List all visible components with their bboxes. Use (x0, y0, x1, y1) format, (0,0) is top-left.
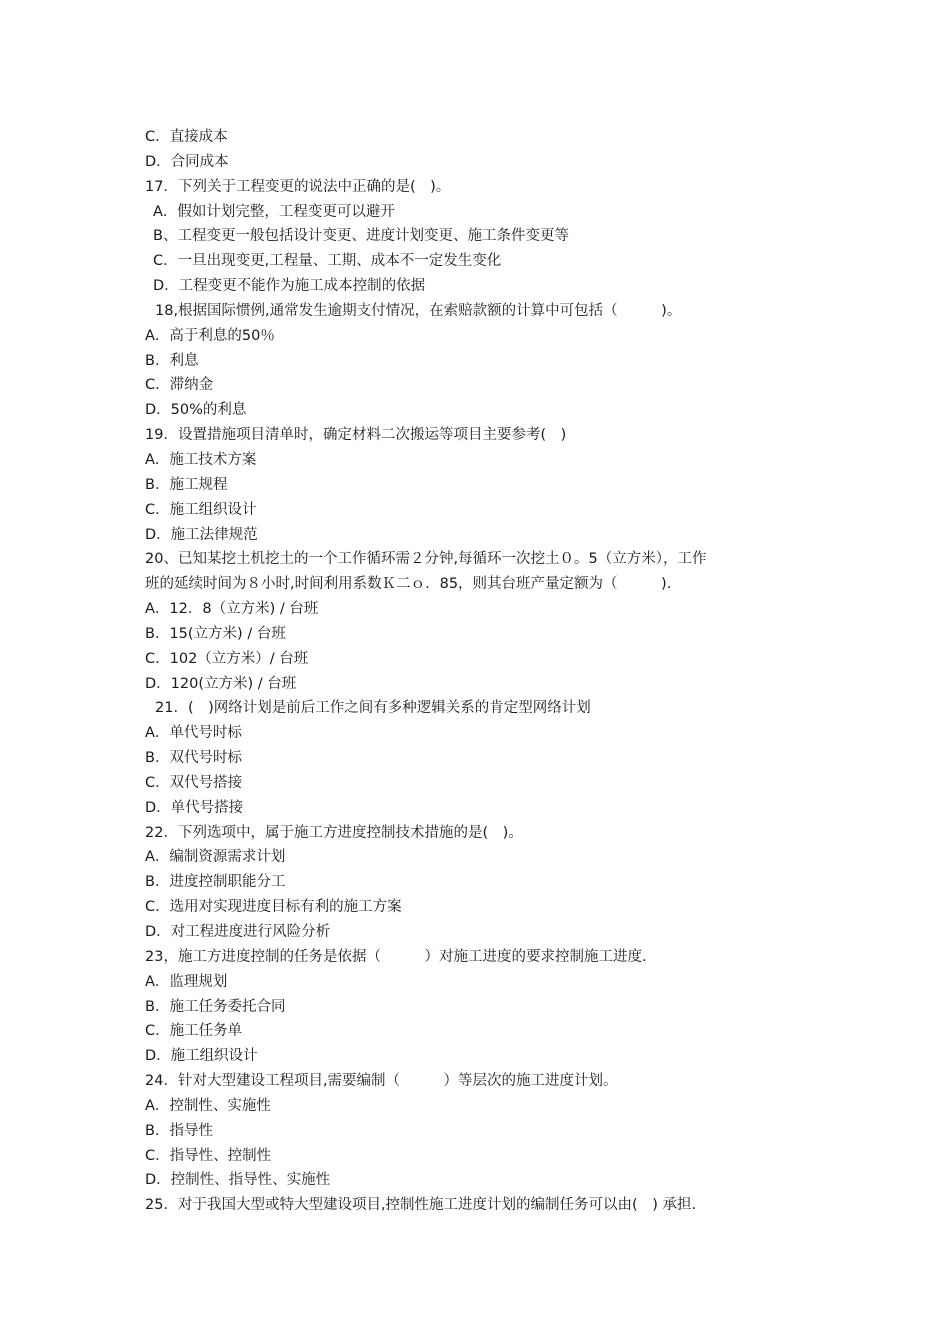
text-line: C．滞纳金 (145, 377, 214, 394)
text-line: B．施工规程 (145, 476, 228, 493)
text-line: A．假如计划完整，工程变更可以避开 (153, 203, 395, 220)
text-line: C．102（立方米）/ 台班 (145, 650, 309, 667)
text-line: 17．下列关于工程变更的说法中正确的是( )。 (145, 178, 451, 195)
text-line: B．指导性 (145, 1122, 213, 1139)
text-line: D．对工程进度进行风险分析 (145, 924, 331, 940)
text-line: D．合同成本 (145, 153, 229, 170)
text-line: D．施工组织设计 (145, 1048, 258, 1065)
text-line: 18,根据国际惯例,通常发生逾期支付情况，在索赔款额的计算中可包括（ )。 (155, 302, 682, 319)
text-line: D．50%的利息 (145, 402, 247, 419)
text-line: C．施工任务单 (145, 1023, 243, 1040)
text-line: D．单代号搭接 (145, 799, 244, 816)
text-line: D．控制性、指导性、实施性 (145, 1172, 331, 1189)
text-line: D．施工法律规范 (145, 526, 258, 543)
text-line: B．进度控制职能分工 (145, 874, 286, 891)
text-line: C．施工组织设计 (145, 501, 257, 518)
text-line: 19．设置措施项目清单时，确定材料二次搬运等项目主要参考( ) (145, 427, 567, 444)
text-line: B．利息 (145, 352, 199, 369)
text-line: C．一旦出现变更,工程量、工期、成本不一定发生变化 (153, 253, 502, 270)
text-line: C．双代号搭接 (145, 774, 243, 791)
text-line: B、工程变更一般包括设计变更、进度计划变更、施工条件变更等 (153, 228, 569, 245)
text-line: A．施工技术方案 (145, 451, 257, 468)
text-line: A．控制性、实施性 (145, 1097, 271, 1114)
text-line: D．工程变更不能作为施工成本控制的依据 (153, 278, 426, 295)
text-line: 21．( )网络计划是前后工作之间有多种逻辑关系的肯定型网络计划 (155, 700, 591, 717)
text-line: 23，施工方进度控制的任务是依据（ ）对施工进度的要求控制施工进度. (145, 948, 647, 965)
document-body (145, 125, 825, 1218)
text-line: 20、已知某挖土机挖土的一个工作循环需２分钟,每循环一次挖土０。5（立方米），工作 (145, 551, 707, 568)
text-line: A．高于利息的50％ (145, 327, 275, 344)
text-line: A．编制资源需求计划 (145, 849, 286, 866)
text-line: B．双代号时标 (145, 750, 242, 767)
text-line: C．选用对实现进度目标有利的施工方案 (145, 899, 402, 916)
text-line: 25．对于我国大型或特大型建设项目,控制性施工进度计划的编制任务可以由( ) 承担. (145, 1197, 697, 1214)
text-line: B．15(立方米) / 台班 (145, 625, 286, 642)
text-line: A．监理规划 (145, 973, 228, 990)
text-line: B．施工任务委托合同 (145, 998, 286, 1015)
text-line: C．直接成本 (145, 129, 228, 145)
text-line: A．12．8（立方米) / 台班 (145, 601, 319, 618)
text-line: 24．针对大型建设工程项目,需要编制（ ）等层次的施工进度计划。 (145, 1073, 618, 1090)
text-line: C．指导性、控制性 (145, 1147, 272, 1164)
text-line: A．单代号时标 (145, 725, 242, 742)
text-line: 班的延续时间为８小时,时间利用系数Ｋ二ｏ．85，则其台班产量定额为（ ). (145, 576, 672, 593)
text-line: 22．下列选项中，属于施工方进度控制技术措施的是( )。 (145, 824, 523, 841)
text-line: D．120(立方米) / 台班 (145, 675, 297, 692)
